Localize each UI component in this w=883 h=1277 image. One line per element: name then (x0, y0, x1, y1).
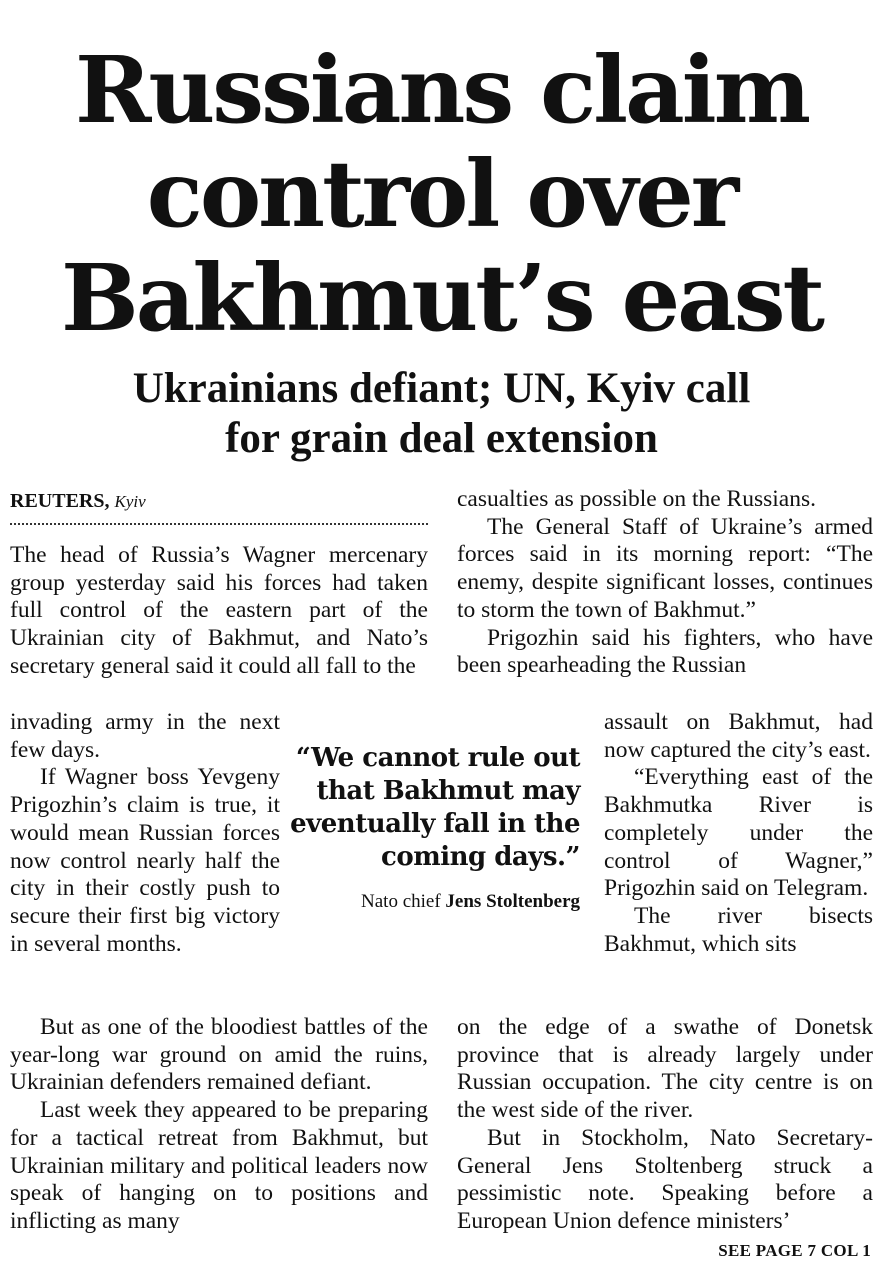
pull-quote-attribution (290, 890, 580, 914)
headline-line: Russians claim (74, 36, 809, 144)
right-column-top (457, 486, 873, 680)
attribution-name: Jens Stoltenberg (445, 891, 580, 912)
body-paragraph: The head of Russia’s Wagner mercenary group yesterday said his forces had taken full control of the eastern part of the Ukrainian city of Bakhmut, and Nato’s secretary general said it could all fall to the (10, 542, 428, 679)
body-paragraph: casualties as possible on the Russians. (457, 486, 816, 512)
right-column-wrap (604, 709, 873, 958)
byline-location: Kyiv (114, 492, 146, 511)
body-paragraph: But in Stockholm, Nato Secretary-General Jens Stoltenberg struck a pessimistic note. Speaking before a European Union defence ministers’ (457, 1124, 873, 1234)
body-paragraph: on the edge of a swathe of Donetsk province that is already largely under Russian occupation. The city centre is on the west side of the river. (457, 1014, 873, 1124)
pull-quote-box (290, 742, 580, 914)
headline-line: Bakhmut’s east (60, 244, 823, 352)
right-column-bottom (457, 1014, 873, 1236)
byline (10, 490, 146, 513)
subheadline-line: for grain deal extension (225, 415, 658, 462)
body-paragraph: “Everything east of the Bakhmutka River is completely under the control of Wagner,” Prigozhin said on Telegram. (604, 764, 873, 902)
byline-divider (10, 523, 428, 525)
body-paragraph: The General Staff of Ukraine’s armed forces said in its morning report: “The enemy, despite significant losses, continues to storm the town of Bakhmut.” (457, 513, 873, 623)
headline-line: control over (146, 140, 737, 248)
left-column-bottom (10, 1014, 428, 1236)
body-paragraph: Prigozhin said his fighters, who have been spearheading the Russian (457, 624, 873, 679)
subheadline (0, 364, 883, 464)
continuation-link[interactable]: SEE PAGE 7 COL 1 (718, 1241, 871, 1260)
byline-agency: REUTERS, (10, 490, 110, 512)
body-paragraph: assault on Bakhmut, had now captured the city’s east. (604, 709, 873, 763)
left-column-wrap (10, 709, 280, 958)
headline (0, 38, 883, 350)
body-paragraph: If Wagner boss Yevgeny Prigozhin’s claim is true, it would mean Russian forces now control nearly half the city in their costly push to secure their first big victory in several months. (10, 764, 280, 957)
body-paragraph: Last week they appeared to be preparing for a tactical retreat from Bakhmut, but Ukrainian military and political leaders now speak of hanging on to positions and inflicting as many (10, 1097, 428, 1234)
left-column-top (10, 542, 428, 681)
attribution-prefix: Nato chief (361, 891, 446, 912)
pull-quote: “We cannot rule out that Bakhmut may eventually fall in the coming days.” (290, 743, 580, 872)
body-paragraph: But as one of the bloodiest battles of the year-long war ground on amid the ruins, Ukrainian defenders remained defiant. (10, 1014, 428, 1096)
body-paragraph: invading army in the next few days. (10, 709, 280, 763)
subheadline-line: Ukrainians defiant; UN, Kyiv call (132, 365, 751, 412)
body-paragraph: The river bisects Bakhmut, which sits (604, 902, 873, 957)
